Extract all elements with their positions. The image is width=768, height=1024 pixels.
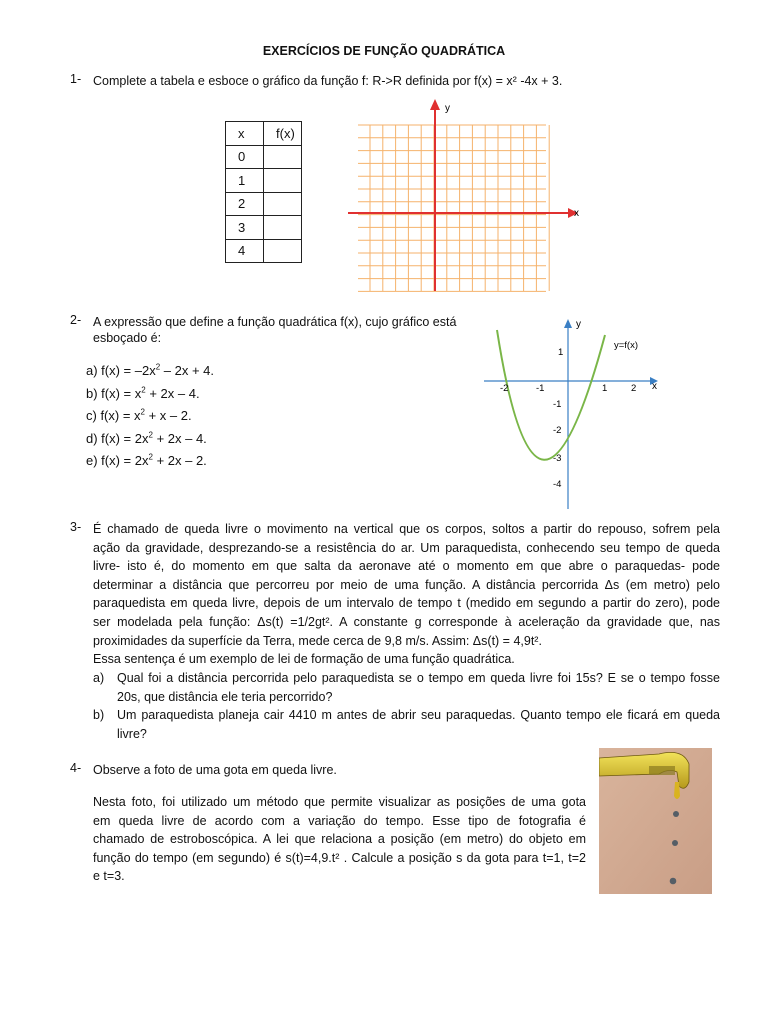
drop-position-3 [670, 878, 677, 885]
x-tick-label: -2 [500, 383, 509, 394]
table-cell-fx[interactable] [264, 145, 302, 169]
table-row [226, 239, 302, 263]
table-row [226, 145, 302, 169]
option-a-exponent: 2 [155, 362, 161, 372]
table-row [226, 169, 302, 193]
q2-text-line1: A expressão que define a função quadrática f(x), cujo gráfico está [93, 315, 457, 329]
x-axis-label: x [652, 381, 657, 392]
curve-label: y=f(x) [614, 340, 639, 351]
q4-paragraph [93, 793, 586, 886]
option-c [86, 405, 214, 428]
y-tick-label: -1 [553, 399, 562, 410]
table-cell-fx[interactable] [264, 216, 302, 240]
option-e [86, 450, 214, 473]
option-b-exponent: 2 [141, 385, 146, 395]
y-axis-label: y [445, 103, 450, 114]
q2-options [86, 360, 214, 473]
q2-number: 2- [70, 313, 82, 327]
q4-line: chamado de estroboscópica. A lei que relaciona a posição (em metro) do objeto em [93, 832, 586, 847]
y-axis-arrow-icon [430, 99, 440, 110]
table-row [226, 122, 302, 146]
q3a-label: a) [93, 671, 105, 685]
table-cell-x: 0 [226, 145, 264, 169]
q2-parabola-graph [480, 315, 670, 510]
x-tick-label: 2 [631, 383, 637, 394]
table-row [226, 192, 302, 216]
option-c-exponent: 2 [140, 407, 145, 417]
option-b-post: + 2x – 4. [145, 385, 200, 401]
table-cell-x: 3 [226, 216, 264, 240]
table-cell-x: 4 [226, 239, 264, 263]
q4-line: função do tempo (em segundo) é s(t)=4,9.t² . Calcule a posição s da gota para t=1, t=2 [93, 850, 586, 865]
y-tick-label: -2 [553, 425, 562, 436]
drop-position-1 [673, 811, 679, 817]
q3-line: ação da gravidade, desprezando-se a resistência do ar. Um paraquedista, conhecendo seu tempo de queda [93, 540, 720, 555]
option-e-exponent: 2 [148, 452, 153, 462]
x-tick-label: -1 [536, 383, 545, 394]
option-d-pre: d) f(x) = 2x [86, 430, 149, 446]
q4-number: 4- [70, 761, 82, 775]
q3b-label: b) [93, 708, 105, 722]
q3-paragraph [93, 520, 720, 669]
q3a-line: Qual foi a distância percorrida pelo paraquedista se o tempo em queda livre foi 15s? E se o tempo fosse [117, 671, 720, 685]
q4-line: e t=3. [93, 869, 125, 884]
drop-position-2 [672, 840, 678, 846]
q3-line: proximidades da superfície da Terra, mede cerca de 9,8 m/s. Assim: Δs(t) = 4,9t². [93, 633, 542, 648]
x-tick-label: 1 [602, 383, 608, 394]
option-e-post: + 2x – 2. [152, 453, 207, 468]
q4-line: Nesta foto, foi utilizado um método que permite visualizar as posições de uma gota [93, 795, 586, 809]
option-c-post: + x – 2. [144, 408, 192, 423]
y-axis-label: y [576, 319, 581, 330]
table-header-fx: f(x) [264, 122, 302, 146]
q3-line: paraquedista em queda livre, depois de um intervalo de tempo t (medido em segundo a partir do zero), pode [93, 596, 720, 611]
q4-intro: Observe a foto de uma gota em queda livre. [93, 763, 337, 777]
q3-line: ser modelada pela função: Δs(t) =1/2gt². A constante g corresponde à aceleração da gravidade que, nas [93, 614, 720, 629]
q3-line: determinar a distância que percorreu por meio de uma função. A distância percorrida Δs (em metro) pelo [93, 577, 720, 592]
faucet-band [649, 766, 675, 775]
q3b-text [117, 706, 720, 743]
q3-line: Essa sentença é um exemplo de lei de formação de uma função quadrática. [93, 652, 515, 667]
q3a-line: 20s, que distância ele teria percorrido? [117, 689, 333, 704]
table-cell-x: 2 [226, 192, 264, 216]
table-cell-fx[interactable] [264, 169, 302, 193]
table-row [226, 216, 302, 240]
q3a-text [117, 669, 720, 706]
option-e-pre: e) f(x) = 2x [86, 453, 149, 468]
drop-photo [599, 748, 712, 894]
table-cell-fx[interactable] [264, 239, 302, 263]
option-d-exponent: 2 [148, 430, 153, 440]
y-tick-label: -4 [553, 479, 562, 490]
water-drop-forming [674, 782, 680, 799]
q1-number: 1- [70, 72, 82, 86]
q1-text: Complete a tabela e esboce o gráfico da função f: R->R definida por f(x) = x² -4x + 3. [93, 74, 563, 88]
table-cell-fx[interactable] [264, 192, 302, 216]
y-axis-arrow-icon [564, 319, 572, 328]
q1-table [225, 121, 302, 263]
option-b [86, 383, 214, 406]
q3b-line: livre? [117, 726, 147, 741]
q3-number: 3- [70, 520, 82, 534]
q3-line: livre- isto é, do momento em que salta da aeronave até o momento em que abre o paraquedas- pode [93, 559, 720, 574]
y-tick-label: 1 [558, 347, 564, 358]
q3b-line: Um paraquedista planeja cair 4410 m antes de abrir seu paraquedas. Quanto tempo ele ficará em queda [117, 708, 720, 722]
option-d-post: + 2x – 4. [152, 430, 207, 446]
grid-lines [358, 125, 549, 291]
option-b-pre: b) f(x) = x [86, 385, 142, 401]
x-axis-label: x [574, 208, 579, 219]
option-d [86, 428, 214, 451]
parabola-curve [497, 330, 608, 460]
option-a-pre: a) f(x) = –2x [86, 363, 156, 378]
table-header-x: x [226, 122, 264, 146]
option-a-post: – 2x + 4. [160, 363, 215, 378]
q3-line: É chamado de queda livre o movimento na vertical que os corpos, soltos a partir do repouso, sofrem pela [93, 522, 720, 536]
q1-blank-grid [340, 95, 590, 295]
table-cell-x: 1 [226, 169, 264, 193]
q2-text-line2: esboçado é: [93, 331, 162, 345]
option-a [86, 360, 214, 383]
y-tick-label: -3 [553, 453, 562, 464]
page-title: EXERCÍCIOS DE FUNÇÃO QUADRÁTICA [262, 44, 506, 58]
q4-line: em queda livre de acordo com a variação do tempo. Esse tipo de fotografia é [93, 813, 586, 828]
option-c-pre: c) f(x) = x [86, 408, 141, 423]
